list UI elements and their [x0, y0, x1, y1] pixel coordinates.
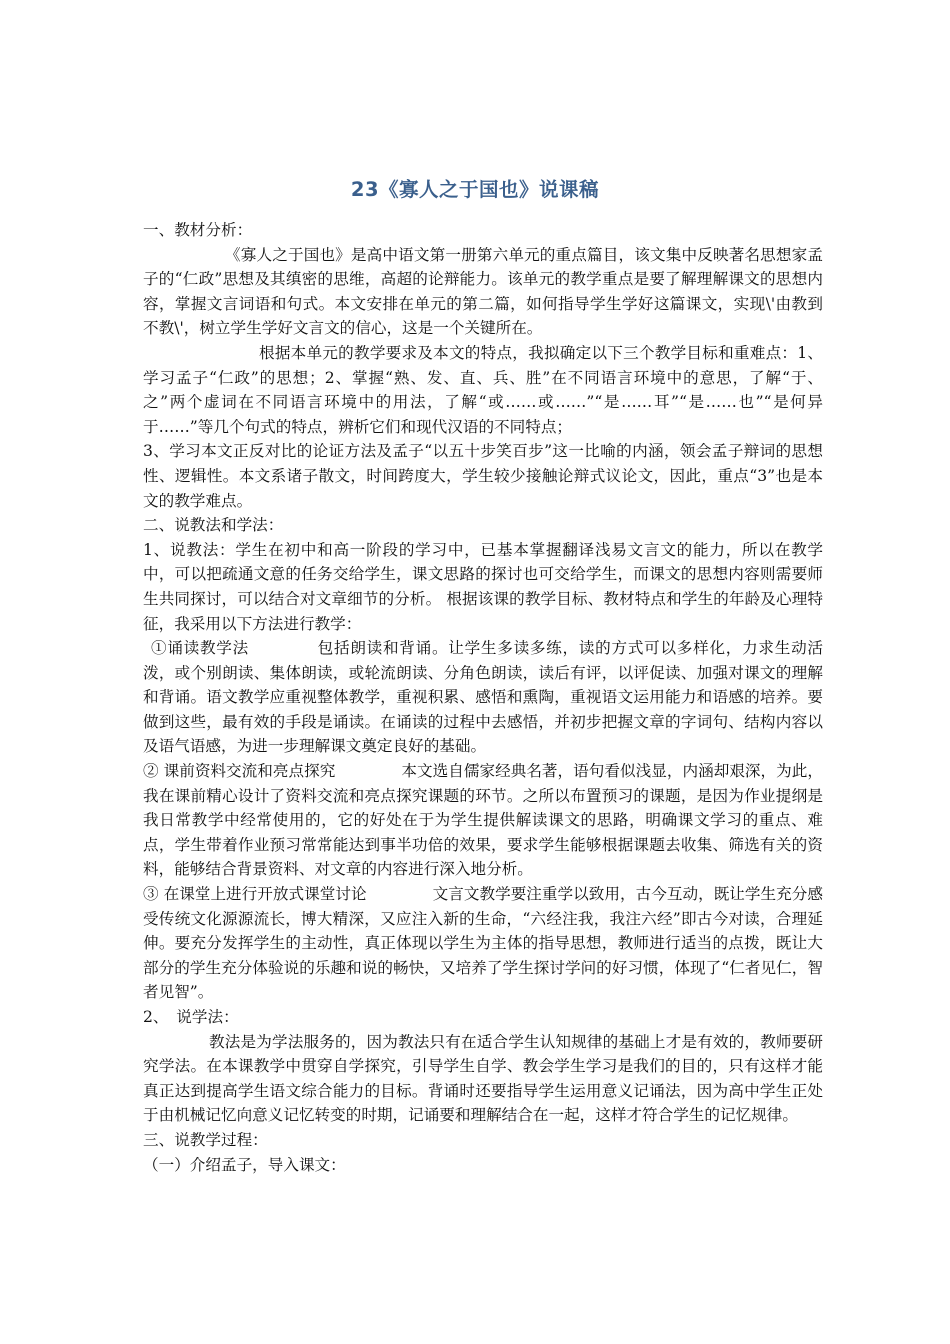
paragraph: 根据本单元的教学要求及本文的特点，我拟确定以下三个教学目标和重难点：1、学习孟子“仁政”的思想；2、掌握“熟、发、直、兵、胜”在不同语言环境中的意思，了解“于、之”两个虚词在不同语言环境中的用法，了解“或……或……”“是……耳”“是……也”“是何异于……”等几个句式的特点，辨析它们和现代汉语的不同特点； [143, 343, 823, 436]
section-heading: 2、 说学法： [143, 1008, 239, 1026]
method-text: 包括朗读和背诵。让学生多读多练，读的方式可以多样化，力求生动活泼，或个别朗读、集体朗读，或轮流朗读、分角色朗读，读后有评，以评促读、加强对课文的理解和背诵。语文教学应重视整体教学，重视积累、感悟和熏陶，重视语文运用能力和语感的培养。要做到这些，最有效的手段是诵读。在诵读的过程中去感悟，并初步把握文章的字词句、结构内容以及语气语感，为进一步理解课文奠定良好的基础。 [143, 639, 823, 756]
section-heading: 二、说教法和学法： [143, 516, 284, 535]
method-label: ② 课前资料交流和亮点探究 [143, 762, 336, 781]
paragraph: 1、说教法：学生在初中和高一阶段的学习中，已基本掌握翻译浅易文言文的能力，所以在教学中，可以把疏通文意的任务交给学生，课文思路的探讨也可交给学生，而课文的思想内容则需要师生共同探讨，可以结合对文章细节的分析。 根据该课的教学目标、教材特点和学生的年龄及心理特征，我采用以下方法进行教学： [143, 540, 823, 633]
method-paragraph [143, 636, 823, 759]
method-paragraph [143, 882, 823, 1005]
method-label: ③ 在课堂上进行开放式课堂讨论 [143, 885, 367, 904]
method-label: ①诵读教学法 [151, 639, 249, 658]
section-heading: 三、说教学过程： [143, 1130, 268, 1149]
paragraph: 3、学习本文正反对比的论证方法及孟子“以五十步笑百步”这一比喻的内涵，领会孟子辩词的思想性、逻辑性。本文系诸子散文，时间跨度大，学生较少接触论辩式议论文，因此，重点“3”也是本文的教学难点。 [143, 442, 823, 510]
document-body [143, 218, 823, 1177]
method-text: 本文选自儒家经典名著，语句看似浅显，内涵却艰深，为此，我在课前精心设计了资料交流和亮点探究课题的环节。之所以布置预习的课题，是因为作业提纲是我日常教学中经常使用的，它的好处在于为学生提供解读课文的思路，明确课文学习的重点、难点，学生带着作业预习常常能达到事半功倍的效果，要求学生能够根据课题去收集、筛选有关的资料，能够结合背景资料、对文章的内容进行深入地分析。 [143, 762, 823, 879]
paragraph: 《寡人之于国也》是高中语文第一册第六单元的重点篇目，该文集中反映著名思想家孟子的“仁政”思想及其缜密的思维，高超的论辩能力。该单元的教学重点是要了解理解课文的思想内容，掌握文言词语和句式。本文安排在单元的第二篇，如何指导学生学好这篇课文，实现\'由教到不教\'，树立学生学好文言文的信心，这是一个关键所在。 [143, 245, 823, 338]
section-heading: 一、教材分析： [143, 221, 253, 239]
method-paragraph [143, 759, 823, 882]
paragraph: 教法是为学法服务的，因为教法只有在适合学生认知规律的基础上才是有效的，教师要研究学法。在本课教学中贯穿自学探究，引导学生自学、教会学生学习是我们的目的，只有这样才能真正达到提高学生语文综合能力的目标。背诵时还要指导学生运用意义记诵法，因为高中学生正处于由机械记忆向意义记忆转变的时期，记诵要和理解结合在一起，这样才符合学生的记忆规律。 [143, 1032, 823, 1125]
section-heading: （一）介绍孟子，导入课文： [143, 1155, 346, 1174]
document-title: 23《寡人之于国也》说课稿 [350, 178, 600, 201]
method-text: 文言文教学要注重学以致用，古今互动，既让学生充分感受传统文化源源流长，博大精深，又应注入新的生命，“六经注我，我注六经”即古今对读，合理延伸。要充分发挥学生的主动性，真正体现以学生为主体的指导思想，教师进行适当的点拨，既让大部分的学生充分体验说的乐趣和说的畅快，又培养了学生探讨学问的好习惯，体现了“仁者见仁，智者见智”。 [143, 885, 823, 1002]
